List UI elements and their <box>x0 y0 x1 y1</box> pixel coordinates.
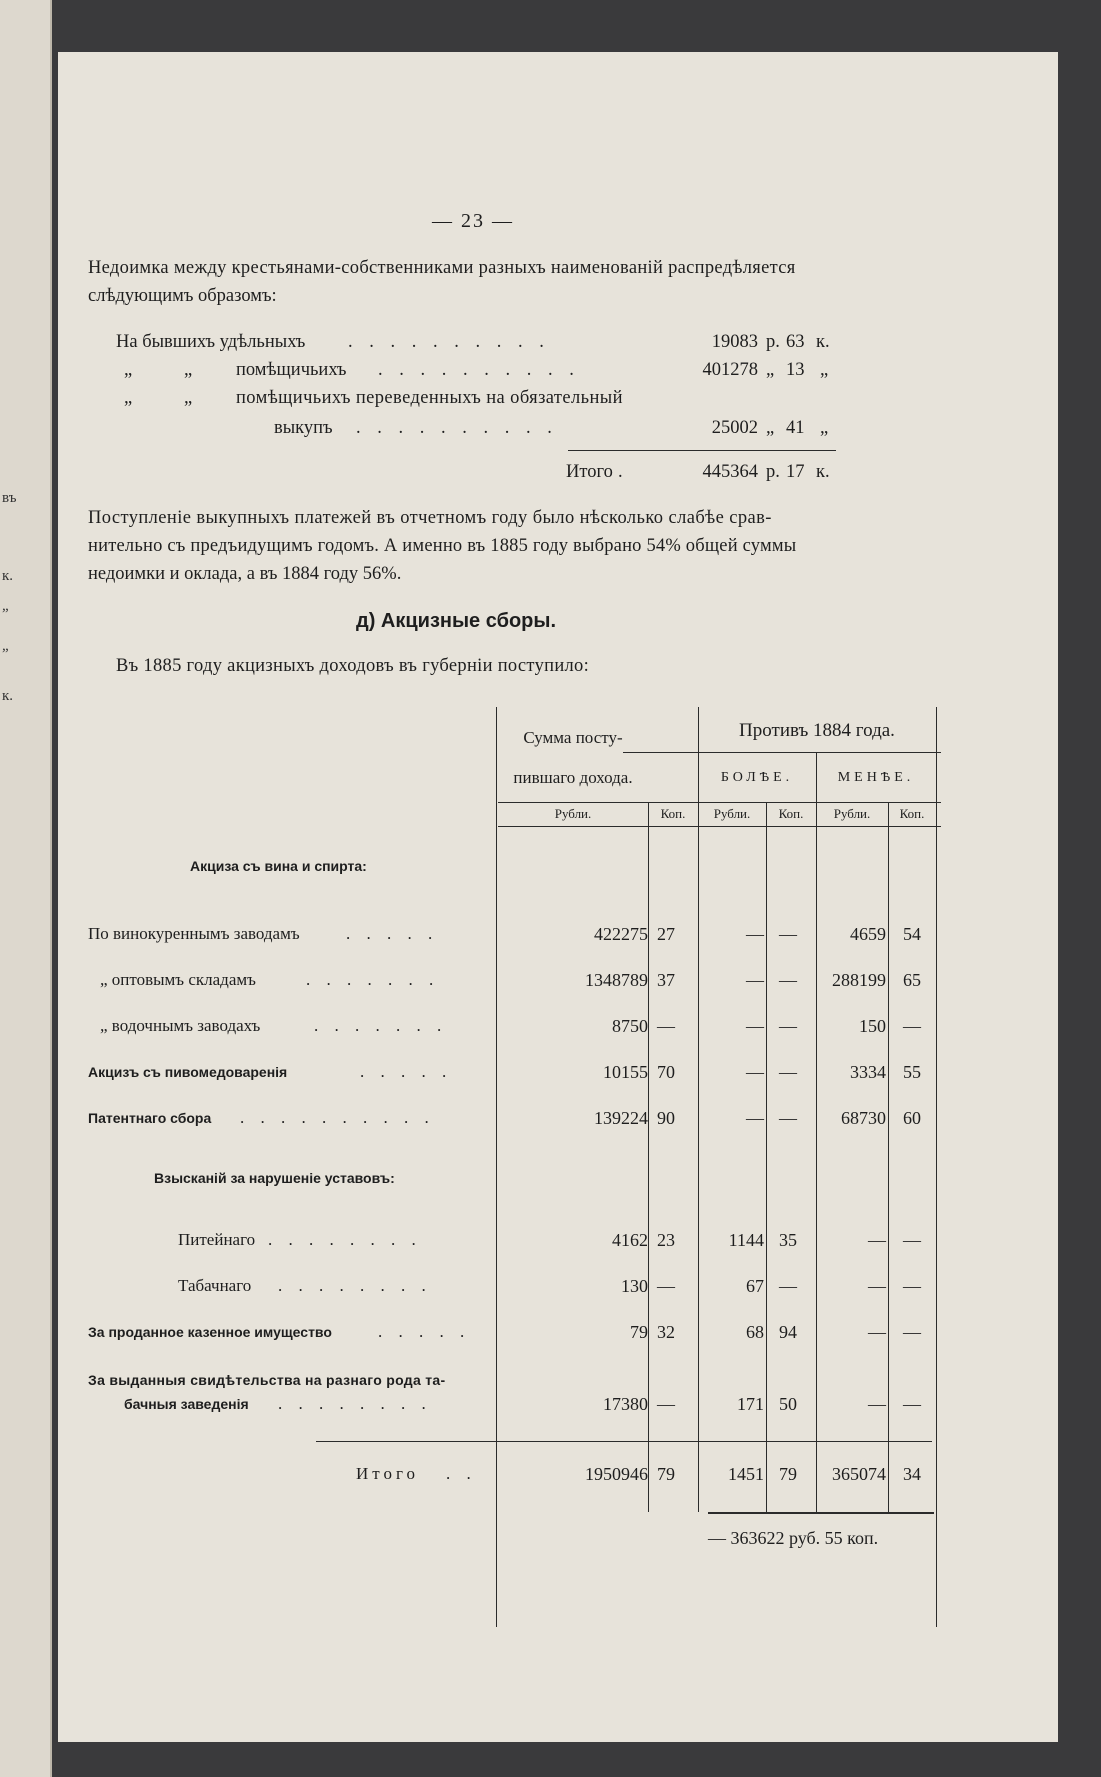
group-label: Акциза съ вина и спирта: <box>190 858 367 874</box>
cell-more-kop: — <box>779 1062 797 1082</box>
section-intro: Въ 1885 году акцизныхъ доходовъ въ губерніи поступило: <box>116 656 590 676</box>
cell-less-rub: — <box>868 1276 886 1296</box>
table-border <box>936 707 937 1627</box>
cell-sum-rub: 79 <box>630 1322 648 1342</box>
cell-more-kop: 79 <box>779 1464 797 1484</box>
arrears-r: р. <box>766 332 780 352</box>
cell-sum-rub: 422275 <box>594 924 648 944</box>
arrears-label: На бывшихъ удѣльныхъ <box>116 332 306 352</box>
cell-more-rub: 171 <box>737 1394 764 1414</box>
cell-sum-rub: 139224 <box>594 1108 648 1128</box>
page-number: — 23 — <box>432 210 514 232</box>
leader-dots: . . . . . . . <box>306 970 440 989</box>
cell-more-kop: — <box>779 924 797 944</box>
cell-sum-rub: 8750 <box>612 1016 648 1036</box>
cell-more-kop: 35 <box>779 1230 797 1250</box>
arrears-k: „ <box>820 418 829 438</box>
table-border <box>888 802 889 1512</box>
row-label-cont: бачныя заведенія <box>124 1396 249 1412</box>
cell-sum-kop: — <box>657 1016 675 1036</box>
arrears-label: помѣщичьихъ переведенныхъ на обязательный <box>236 388 623 408</box>
leader-dots: . . . . . . . . <box>278 1394 432 1413</box>
arrears-total-label: Итого <box>566 462 613 482</box>
header-sum-cont: пившаго дохода. <box>513 768 633 787</box>
cell-more-kop: — <box>779 1276 797 1296</box>
arrears-amount: 25002 <box>711 418 758 438</box>
cell-sum-kop: — <box>657 1394 675 1414</box>
cell-less-kop: — <box>903 1394 921 1414</box>
ditto-mark: „ <box>184 360 193 380</box>
cell-more-rub: 68 <box>746 1322 764 1342</box>
cell-sum-kop: — <box>657 1276 675 1296</box>
cell-less-kop: 65 <box>903 970 921 990</box>
header-less: МЕНѢЕ. <box>837 770 915 785</box>
row-label: Питейнаго <box>178 1230 256 1249</box>
group-label: Взысканій за нарушеніе уставовъ: <box>154 1170 395 1186</box>
cell-sum-rub: 4162 <box>612 1230 648 1250</box>
section-heading: д) Акцизные сборы. <box>356 610 557 632</box>
sub-header-rub: Рубли. <box>833 806 871 821</box>
arrears-kop: 63 <box>786 332 805 352</box>
cell-more-rub: — <box>746 1016 764 1036</box>
arrears-kop: 41 <box>786 418 805 438</box>
row-label: Патентнаго сбора <box>88 1110 212 1126</box>
margin-fragment: въ <box>2 490 17 506</box>
adjacent-page-strip <box>0 0 52 1777</box>
table-rule <box>498 802 941 803</box>
header-against: Противъ 1884 года. <box>739 720 895 741</box>
cell-more-rub: 1144 <box>728 1230 764 1250</box>
total-label: Итого <box>356 1464 420 1483</box>
table-border <box>698 707 699 1512</box>
cell-sum-kop: 79 <box>657 1464 675 1484</box>
margin-fragment: „ <box>2 638 9 654</box>
arrears-label-cont: выкупъ <box>274 418 333 438</box>
arrears-k: „ <box>820 360 829 380</box>
cell-sum-kop: 37 <box>657 970 675 990</box>
table-rule <box>316 1441 932 1442</box>
intro-line-1: Недоимка между крестьянами-собственниками разныхъ наименованій распредѣляется <box>88 258 796 278</box>
cell-less-kop: 60 <box>903 1108 921 1128</box>
table-border <box>496 707 497 1627</box>
cell-less-rub: 365074 <box>832 1464 886 1484</box>
leader-dots: . . . . . . . . . . <box>348 332 550 352</box>
cell-sum-kop: 70 <box>657 1062 675 1082</box>
sub-header-kop: Коп. <box>660 806 686 821</box>
leader-dots: . . <box>446 1464 477 1483</box>
leader-dots: . <box>618 462 623 482</box>
margin-fragment: к. <box>2 568 14 584</box>
header-more: БОЛѢЕ. <box>720 770 794 785</box>
arrears-kop: 17 <box>786 462 805 482</box>
row-label: За проданное казенное имущество <box>88 1324 332 1340</box>
cell-more-rub: — <box>746 1108 764 1128</box>
row-label: Табачнаго <box>178 1276 252 1295</box>
cell-less-kop: — <box>903 1276 921 1296</box>
ditto-mark: „ <box>124 360 133 380</box>
sub-header-kop: Коп. <box>778 806 804 821</box>
leader-dots: . . . . . . . . <box>278 1276 432 1295</box>
cell-more-kop: — <box>779 1108 797 1128</box>
arrears-r: р. <box>766 462 780 482</box>
leader-dots: . . . . . . . . . . <box>378 360 580 380</box>
arrears-amount: 19083 <box>711 332 758 352</box>
sub-header-rub: Рубли. <box>713 806 751 821</box>
cell-sum-rub: 1950946 <box>585 1464 648 1484</box>
net-difference: — 363622 руб. 55 коп. <box>708 1528 879 1548</box>
row-label: За выданныя свидѣтельства на разнаго рода та- <box>88 1372 446 1388</box>
cell-less-rub: 150 <box>859 1016 886 1036</box>
cell-more-kop: — <box>779 1016 797 1036</box>
cell-sum-kop: 23 <box>657 1230 675 1250</box>
leader-dots: . . . . . . . <box>314 1016 448 1035</box>
cell-sum-rub: 1348789 <box>585 970 648 990</box>
cell-less-rub: 3334 <box>850 1062 886 1082</box>
table-rule <box>623 752 941 753</box>
leader-dots: . . . . . . . . . . <box>356 418 558 438</box>
arrears-amount: 401278 <box>702 360 758 380</box>
table-border <box>648 802 649 1512</box>
arrears-r: „ <box>766 418 775 438</box>
cell-less-rub: — <box>868 1322 886 1342</box>
table-rule <box>498 826 941 827</box>
cell-more-kop: — <box>779 970 797 990</box>
cell-more-rub: 1451 <box>728 1464 764 1484</box>
cell-sum-kop: 90 <box>657 1108 675 1128</box>
margin-fragment: „ <box>2 598 9 614</box>
row-label: „ оптовымъ складамъ <box>100 970 256 989</box>
sub-header-rub: Рубли. <box>554 806 592 821</box>
sub-header-kop: Коп. <box>899 806 925 821</box>
arrears-kop: 13 <box>786 360 805 380</box>
leader-dots: . . . . . <box>360 1062 453 1081</box>
table-border <box>766 802 767 1512</box>
cell-less-kop: — <box>903 1230 921 1250</box>
header-sum: Сумма посту- <box>523 728 623 747</box>
cell-more-kop: 50 <box>779 1394 797 1414</box>
cell-less-rub: — <box>868 1230 886 1250</box>
cell-less-rub: — <box>868 1394 886 1414</box>
sum-rule <box>568 450 836 451</box>
cell-sum-kop: 32 <box>657 1322 675 1342</box>
leader-dots: . . . . . . . . <box>268 1230 422 1249</box>
cell-more-kop: 94 <box>779 1322 797 1342</box>
cell-sum-rub: 130 <box>621 1276 648 1296</box>
cell-less-kop: — <box>903 1016 921 1036</box>
arrears-label: помѣщичьихъ <box>236 360 347 380</box>
row-label: Акцизъ съ пивомедоваренія <box>88 1064 288 1080</box>
leader-dots: . . . . . <box>378 1322 471 1341</box>
cell-less-kop: 55 <box>903 1062 921 1082</box>
cell-sum-rub: 10155 <box>603 1062 648 1082</box>
cell-more-rub: 67 <box>746 1276 764 1296</box>
arrears-k: к. <box>816 462 830 482</box>
para2-line-2: нительно съ предъидущимъ годомъ. А именно въ 1885 году выбрано 54% общей суммы <box>88 536 797 556</box>
leader-dots: . . . . . . . . . . <box>240 1108 435 1127</box>
cell-less-rub: 68730 <box>841 1108 886 1128</box>
intro-line-2: слѣдующимъ образомъ: <box>88 286 277 306</box>
para2-line-1: Поступленіе выкупныхъ платежей въ отчетномъ году было нѣсколько слабѣе срав- <box>88 508 772 528</box>
row-label: По винокуреннымъ заводамъ <box>88 924 300 943</box>
cell-less-kop: 54 <box>903 924 921 944</box>
row-label: „ водочнымъ заводахъ <box>100 1016 261 1035</box>
cell-less-rub: 4659 <box>850 924 886 944</box>
cell-more-rub: — <box>746 924 764 944</box>
cell-sum-kop: 27 <box>657 924 675 944</box>
ditto-mark: „ <box>184 388 193 408</box>
leader-dots: . . . . . <box>346 924 439 943</box>
margin-fragment: к. <box>2 688 14 704</box>
cell-more-rub: — <box>746 1062 764 1082</box>
arrears-r: „ <box>766 360 775 380</box>
document-page <box>58 52 1058 1742</box>
ditto-mark: „ <box>124 388 133 408</box>
arrears-total-amount: 445364 <box>702 462 758 482</box>
cell-less-kop: — <box>903 1322 921 1342</box>
cell-less-kop: 34 <box>903 1464 921 1484</box>
table-rule <box>708 1512 934 1514</box>
para2-line-3: недоимки и оклада, а въ 1884 году 56%. <box>88 564 402 584</box>
arrears-k: к. <box>816 332 830 352</box>
cell-more-rub: — <box>746 970 764 990</box>
cell-less-rub: 288199 <box>832 970 886 990</box>
cell-sum-rub: 17380 <box>603 1394 648 1414</box>
